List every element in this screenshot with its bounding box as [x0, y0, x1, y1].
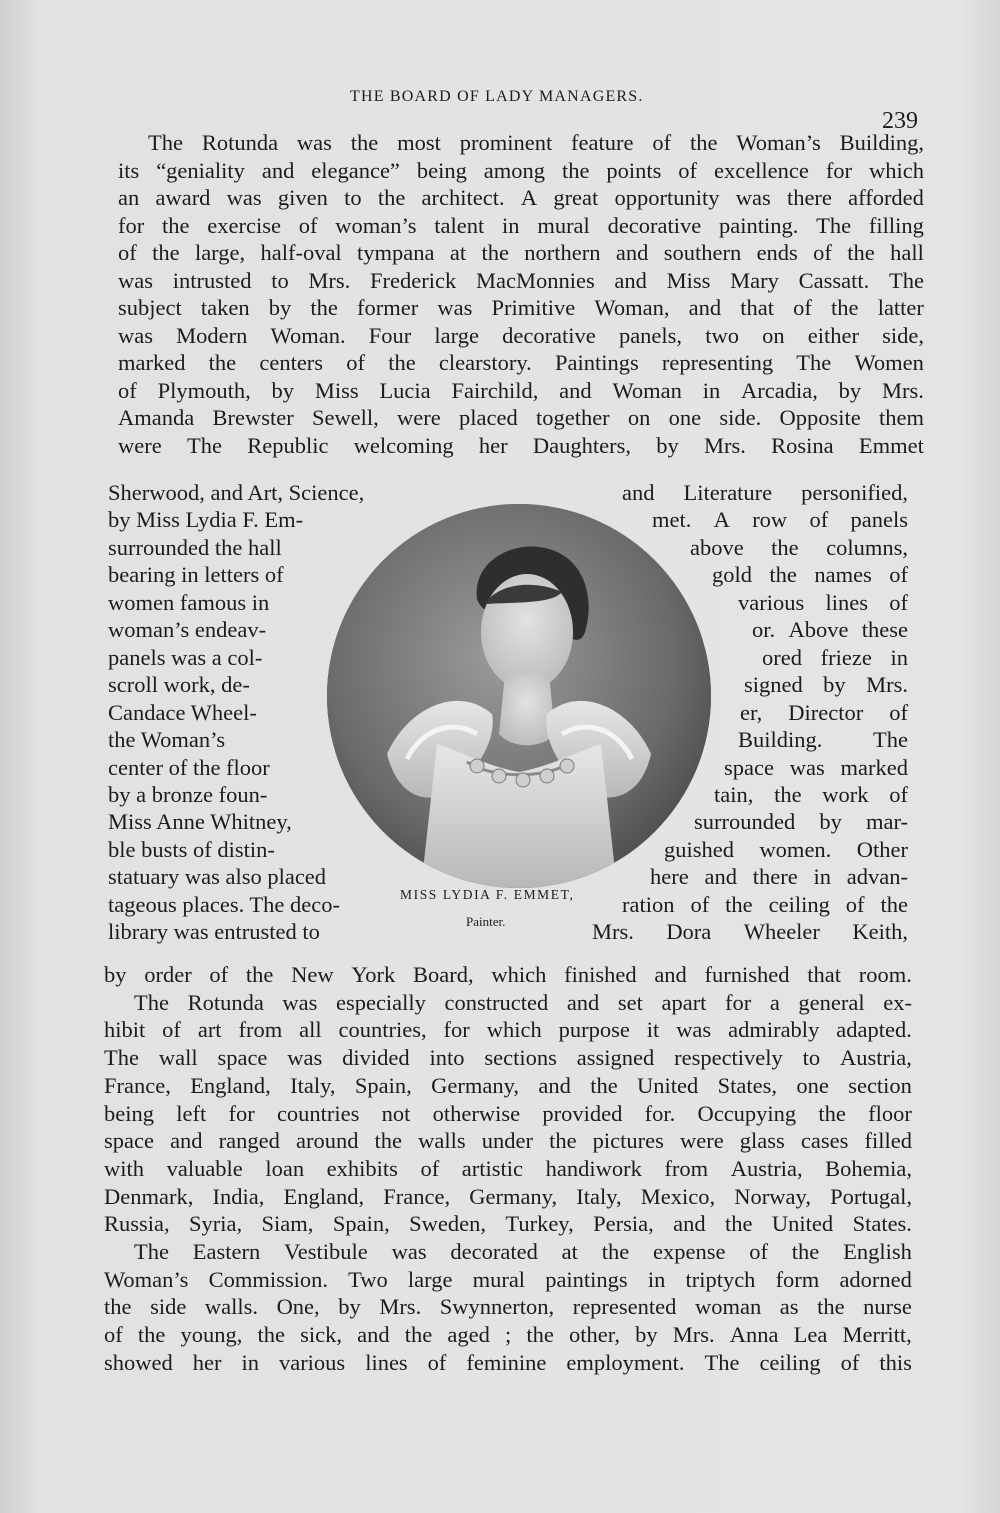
text-line-left: Candace Wheel-: [108, 699, 257, 725]
text-line: were The Republic welcoming her Daughters, by Mrs. Rosina Emmet: [118, 432, 924, 458]
text-line-left: bearing in letters of: [108, 562, 284, 588]
text-line: Woman’s Commission. Two large mural paintings in triptych form adorned: [104, 1266, 912, 1292]
text-line-right: or. Above these: [752, 617, 908, 643]
text-line-right: met. A row of panels: [652, 507, 908, 533]
text-line-right: and Literature personified,: [622, 480, 908, 505]
text-line-left: by Miss Lydia F. Em-: [108, 507, 304, 533]
text-line-right: above the columns,: [690, 534, 908, 560]
text-line-left: center of the floor: [108, 754, 270, 780]
text-line: marked the centers of the clearstory. Paintings representing The Women: [118, 350, 924, 375]
text-line: showed her in various lines of feminine employment. The ceiling of this: [104, 1349, 912, 1375]
text-line: with valuable loan exhibits of artistic handiwork from Austria, Bohemia,: [104, 1155, 912, 1181]
text-line-right: ration of the ceiling of the: [622, 891, 908, 917]
text-line-left: Sherwood, and Art, Science,: [108, 480, 365, 505]
text-line: Denmark, India, England, France, Germany, Italy, Mexico, Norway, Portugal,: [104, 1183, 912, 1209]
text-line-left: ble busts of distin-: [108, 836, 275, 862]
text-line-right: gold the names of: [712, 562, 908, 588]
text-line: for the exercise of woman’s talent in mural decorative painting. The filling: [118, 212, 924, 238]
text-line: was Modern Woman. Four large decorative panels, two on either side,: [118, 322, 924, 348]
text-line-left: by a bronze foun-: [108, 781, 268, 807]
text-line: The Rotunda was especially constructed and set apart for a general ex-: [134, 989, 912, 1015]
text-line: of the large, half-oval tympana at the northern and southern ends of the hall: [118, 240, 924, 265]
text-line: hibit of art from all countries, for which purpose it was admirably adapted.: [104, 1017, 912, 1043]
text-line: Russia, Syria, Siam, Spain, Sweden, Turkey, Persia, and the United States.: [104, 1211, 912, 1237]
text-line: by order of the New York Board, which finished and furnished that room.: [104, 962, 912, 987]
text-line: being left for countries not otherwise provided for. Occupying the floor: [104, 1100, 912, 1126]
text-line: The Eastern Vestibule was decorated at the expense of the English: [134, 1239, 912, 1264]
text-line-right: tain, the work of: [714, 781, 908, 807]
text-line: France, England, Italy, Spain, Germany, and the United States, one section: [104, 1072, 912, 1098]
text-line-right: ored frieze in: [762, 644, 908, 670]
text-line-left: the Woman’s: [108, 727, 226, 753]
text-line-left: scroll work, de-: [108, 672, 250, 698]
text-line-left: women famous in: [108, 589, 270, 615]
text-line: of the young, the sick, and the aged ; the other, by Mrs. Anna Lea Merritt,: [104, 1322, 912, 1348]
text-line-left: tageous places. The deco-: [108, 891, 340, 917]
text-line-left: Miss Anne Whitney,: [108, 809, 292, 835]
text-line-right: space was marked: [724, 754, 908, 780]
text-line: The Rotunda was the most prominent feature of the Woman’s Building,: [148, 130, 924, 155]
text-line: space and ranged around the walls under the pictures were glass cases filled: [104, 1128, 912, 1154]
text-line: The wall space was divided into sections assigned respectively to Austria,: [104, 1045, 912, 1071]
text-line-right: various lines of: [738, 589, 908, 615]
text-line-right: Building. The: [738, 727, 908, 753]
text-line: an award was given to the architect. A great opportunity was there afforded: [118, 185, 924, 210]
text-line-left: surrounded the hall: [108, 534, 282, 560]
text-line-right: surrounded by mar-: [694, 809, 908, 835]
text-line-right: Mrs. Dora Wheeler Keith,: [592, 919, 908, 945]
text-line: its “geniality and elegance” being among the points of excellence for which: [118, 157, 924, 183]
portrait-illustration: [327, 504, 711, 888]
text-line-left: panels was a col-: [108, 644, 263, 670]
page-number: 239: [882, 108, 918, 134]
text-line-right: er, Director of: [740, 699, 908, 725]
photo-caption-role: Painter.: [466, 914, 506, 929]
text-line-right: here and there in advan-: [650, 864, 908, 890]
text-line-right: guished women. Other: [664, 836, 908, 862]
text-line-left: library was entrusted to: [108, 919, 320, 945]
running-head: THE BOARD OF LADY MANAGERS.: [350, 88, 644, 105]
portrait-photo: [327, 504, 711, 888]
text-line: of Plymouth, by Miss Lucia Fairchild, and Woman in Arcadia, by Mrs.: [118, 377, 924, 403]
text-line: was intrusted to Mrs. Frederick MacMonnies and Miss Mary Cassatt. The: [118, 267, 924, 293]
text-line-right: signed by Mrs.: [744, 672, 908, 698]
text-line: subject taken by the former was Primitive Woman, and that of the latter: [118, 295, 924, 320]
text-line: the side walls. One, by Mrs. Swynnerton, represented woman as the nurse: [104, 1294, 912, 1320]
photo-caption-name: MISS LYDIA F. EMMET,: [400, 887, 575, 902]
text-line-left: statuary was also placed: [108, 864, 327, 890]
text-line-left: woman’s endeav-: [108, 617, 267, 643]
text-line: Amanda Brewster Sewell, were placed together on one side. Opposite them: [118, 405, 924, 430]
